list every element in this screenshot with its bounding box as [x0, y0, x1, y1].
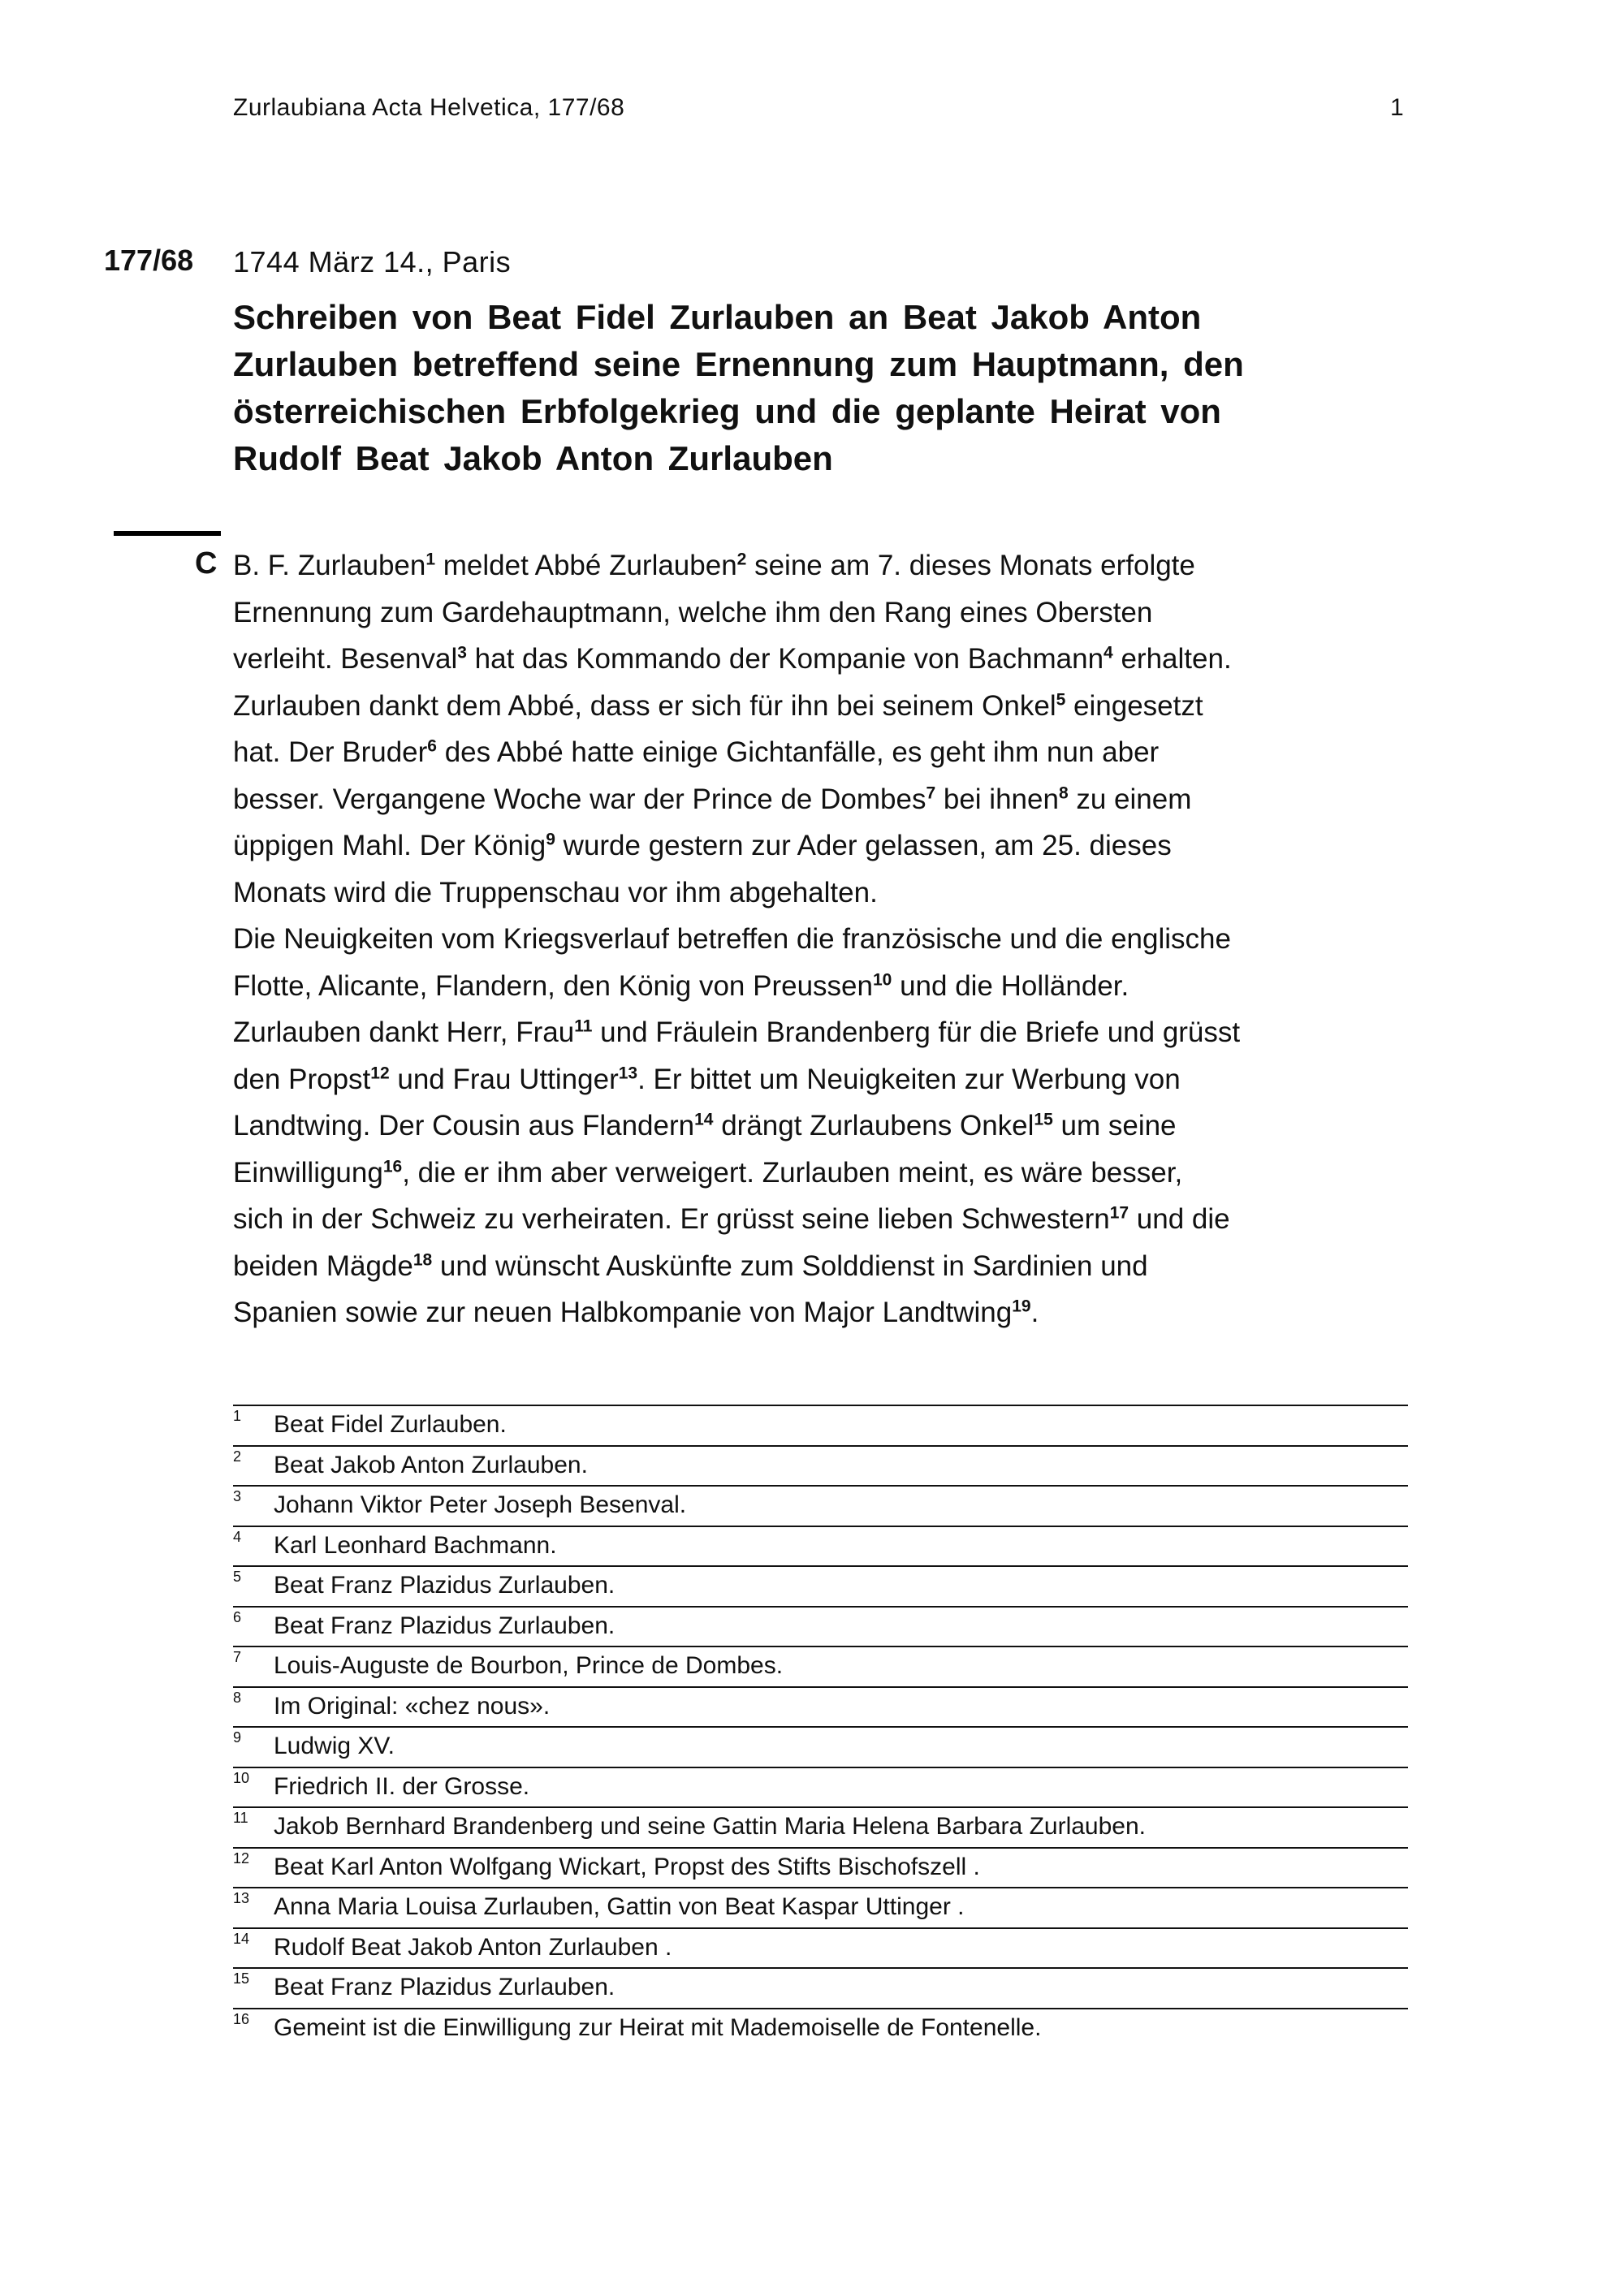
body-line	[233, 1056, 1240, 1103]
text-segment: und die	[1129, 1203, 1230, 1235]
footnote-ref[interactable]: 10	[872, 969, 892, 989]
document-title	[233, 294, 1305, 482]
footnote-text: Beat Franz Plazidus Zurlauben.	[274, 1974, 615, 2000]
footnote-text: Jakob Bernhard Brandenberg und seine Gattin Maria Helena Barbara Zurlauben.	[274, 1813, 1146, 1840]
footnote-ref[interactable]: 7	[926, 783, 936, 802]
footnote-ref[interactable]: 15	[1034, 1110, 1053, 1129]
text-segment: Einwilligung	[233, 1156, 383, 1189]
footnote-number: 16	[233, 2010, 250, 2027]
footnote-item	[233, 1686, 1408, 1727]
text-segment: den Propst	[233, 1063, 371, 1095]
footnote-ref[interactable]: 14	[694, 1110, 714, 1129]
footnote-text: Beat Karl Anton Wolfgang Wickart, Propst des Stifts Bischofszell .	[274, 1853, 980, 1880]
footnote-number: 11	[233, 1810, 248, 1826]
body-line	[233, 589, 1240, 637]
footnote-number: 9	[233, 1729, 242, 1746]
body-line	[233, 1009, 1240, 1056]
text-segment: und wünscht Auskünfte zum Solddienst in Sardinien und	[432, 1249, 1148, 1282]
text-segment: Zurlauben dankt Herr, Frau	[233, 1016, 575, 1048]
footnote-text: Friedrich II. der Grosse.	[274, 1772, 530, 1800]
footnote-number: 1	[233, 1408, 242, 1424]
footnote-item	[233, 2008, 1408, 2048]
footnote-item	[233, 1806, 1408, 1847]
body-line	[233, 542, 1240, 589]
footnote-number: 6	[233, 1608, 242, 1625]
text-segment: . Er bittet um Neuigkeiten zur Werbung von	[637, 1063, 1181, 1095]
text-segment: des Abbé hatte einige Gichtanfälle, es geht ihm nun aber	[436, 736, 1160, 768]
footnote-item	[233, 1485, 1408, 1526]
footnote-ref[interactable]: 8	[1058, 783, 1069, 802]
footnote-text: Im Original: «chez nous».	[274, 1692, 551, 1720]
body-line	[233, 1103, 1240, 1150]
summary-text	[233, 542, 1240, 1336]
footnote-ref[interactable]: 18	[412, 1249, 433, 1269]
title-line: Schreiben von Beat Fidel Zurlauben an Beat Jakob Anton	[233, 298, 1202, 336]
footnote-ref[interactable]: 5	[1056, 689, 1066, 709]
text-segment: hat. Der Bruder	[233, 736, 428, 768]
text-segment: meldet Abbé Zurlauben	[435, 550, 737, 581]
footnote-item	[233, 1887, 1408, 1927]
text-segment: Landtwing. Der Cousin aus Flandern	[233, 1110, 695, 1142]
footnote-number: 15	[233, 1970, 250, 1987]
text-segment: und Frau Uttinger	[389, 1063, 619, 1095]
document-id: 177/68	[104, 244, 194, 277]
title-line: österreichischen Erbfolgekrieg und die geplante Heirat von	[233, 392, 1221, 430]
body-line	[233, 1196, 1240, 1243]
footnote-number: 7	[233, 1649, 242, 1665]
footnote-ref[interactable]: 17	[1109, 1203, 1129, 1223]
section-divider	[114, 531, 221, 536]
text-segment: Flotte, Alicante, Flandern, den König von Preussen	[233, 969, 873, 1002]
footnote-ref[interactable]: 19	[1012, 1297, 1031, 1316]
footnote-ref[interactable]: 6	[427, 736, 437, 756]
body-line	[233, 1289, 1240, 1336]
text-segment: bei ihnen	[935, 783, 1059, 815]
footnote-item	[233, 1445, 1408, 1486]
body-line	[233, 1243, 1240, 1290]
footnote-number: 13	[233, 1890, 250, 1906]
body-line	[233, 636, 1240, 683]
footnote-item	[233, 1606, 1408, 1646]
footnote-number: 10	[233, 1769, 250, 1786]
text-segment: drängt Zurlaubens Onkel	[713, 1110, 1034, 1142]
text-segment: beiden Mägde	[233, 1249, 413, 1282]
footnote-number: 12	[233, 1849, 250, 1867]
footnote-item	[233, 1927, 1408, 1968]
footnote-item	[233, 1526, 1408, 1566]
title-line: Rudolf Beat Jakob Anton Zurlauben	[233, 439, 833, 477]
footnotes	[233, 1405, 1408, 2048]
text-segment: und die Holländer.	[892, 969, 1129, 1002]
text-segment: .	[1030, 1297, 1039, 1328]
body-line	[233, 870, 1240, 917]
text-segment: um seine	[1052, 1110, 1177, 1142]
text-segment: verleiht. Besenval	[233, 643, 458, 675]
footnote-ref[interactable]: 13	[618, 1063, 638, 1082]
text-segment: B. F. Zurlauben	[233, 550, 426, 581]
footnote-item	[233, 1405, 1408, 1445]
footnote-text: Rudolf Beat Jakob Anton Zurlauben .	[274, 1933, 672, 1961]
body-line	[233, 776, 1240, 823]
footnote-item	[233, 1767, 1408, 1807]
section-label: C	[195, 546, 218, 580]
text-segment: üppigen Mahl. Der König	[233, 830, 546, 861]
text-segment: Spanien sowie zur neuen Halbkompanie von Major Landtwing	[233, 1297, 1013, 1328]
footnote-number: 3	[233, 1488, 242, 1504]
text-segment: wurde gestern zur Ader gelassen, am 25. dieses	[555, 830, 1172, 861]
text-segment: zu einem	[1068, 783, 1192, 815]
footnote-text: Beat Franz Plazidus Zurlauben.	[274, 1572, 615, 1599]
body-line	[233, 1150, 1240, 1197]
footnote-item	[233, 1646, 1408, 1686]
footnote-number: 4	[233, 1528, 242, 1545]
footnote-text: Louis-Auguste de Bourbon, Prince de Dombes.	[274, 1652, 784, 1679]
footnote-ref[interactable]: 2	[736, 550, 747, 569]
footnote-text: Anna Maria Louisa Zurlauben, Gattin von Beat Kaspar Uttinger .	[274, 1893, 965, 1920]
footnote-ref[interactable]: 12	[370, 1063, 390, 1082]
footnote-ref[interactable]: 3	[457, 643, 467, 662]
body-line	[233, 683, 1240, 730]
footnote-ref[interactable]: 9	[546, 830, 555, 849]
body-line	[233, 822, 1240, 870]
text-segment: eingesetzt	[1065, 689, 1203, 722]
footnote-ref[interactable]: 16	[382, 1156, 403, 1176]
footnote-item	[233, 1967, 1408, 2008]
date-place: 1744 März 14., Paris	[233, 245, 512, 278]
footnote-ref[interactable]: 11	[574, 1016, 593, 1036]
footnote-item	[233, 1726, 1408, 1767]
footnote-ref[interactable]: 4	[1104, 643, 1113, 662]
footnote-text: Beat Franz Plazidus Zurlauben.	[274, 1612, 615, 1639]
footnote-ref[interactable]: 1	[425, 550, 436, 569]
text-segment: seine am 7. dieses Monats erfolgte	[746, 550, 1195, 581]
footnote-item	[233, 1847, 1408, 1888]
text-segment: Monats wird die Truppenschau vor ihm abgehalten.	[233, 876, 878, 908]
footnote-number: 14	[233, 1930, 250, 1947]
running-header: Zurlaubiana Acta Helvetica, 177/68	[233, 94, 625, 121]
footnote-text: Beat Jakob Anton Zurlauben.	[274, 1451, 588, 1478]
text-segment: besser. Vergangene Woche war der Prince de Dombes	[233, 783, 926, 815]
footnote-number: 8	[233, 1689, 242, 1706]
page-number: 1	[1390, 94, 1404, 121]
footnote-text: Ludwig XV.	[274, 1733, 395, 1759]
footnote-number: 2	[233, 1448, 242, 1465]
text-segment: , die er ihm aber verweigert. Zurlauben meint, es wäre besser,	[402, 1156, 1183, 1189]
title-line: Zurlauben betreffend seine Ernennung zum Hauptmann, den	[233, 345, 1244, 383]
footnote-text: Gemeint ist die Einwilligung zur Heirat mit Mademoiselle de Fontenelle.	[274, 2013, 1042, 2041]
text-segment: sich in der Schweiz zu verheiraten. Er grüsst seine lieben Schwestern	[233, 1203, 1110, 1235]
body-line	[233, 963, 1240, 1010]
footnote-text: Karl Leonhard Bachmann.	[274, 1531, 557, 1559]
text-segment: hat das Kommando der Kompanie von Bachmann	[466, 643, 1104, 675]
text-segment: und Fräulein Brandenberg für die Briefe und grüsst	[592, 1016, 1241, 1048]
footnote-text: Beat Fidel Zurlauben.	[274, 1411, 507, 1438]
text-segment: Die Neuigkeiten vom Kriegsverlauf betreffen die französische und die englische	[233, 923, 1231, 955]
body-line	[233, 916, 1240, 963]
footnote-number: 5	[233, 1569, 242, 1585]
footnote-item	[233, 1565, 1408, 1606]
text-segment: erhalten.	[1112, 643, 1232, 675]
footnote-text: Johann Viktor Peter Joseph Besenval.	[274, 1491, 687, 1518]
text-segment: Ernennung zum Gardehauptmann, welche ihm den Rang eines Obersten	[233, 596, 1153, 628]
body-line	[233, 729, 1240, 776]
text-segment: Zurlauben dankt dem Abbé, dass er sich für ihn bei seinem Onkel	[233, 689, 1056, 722]
